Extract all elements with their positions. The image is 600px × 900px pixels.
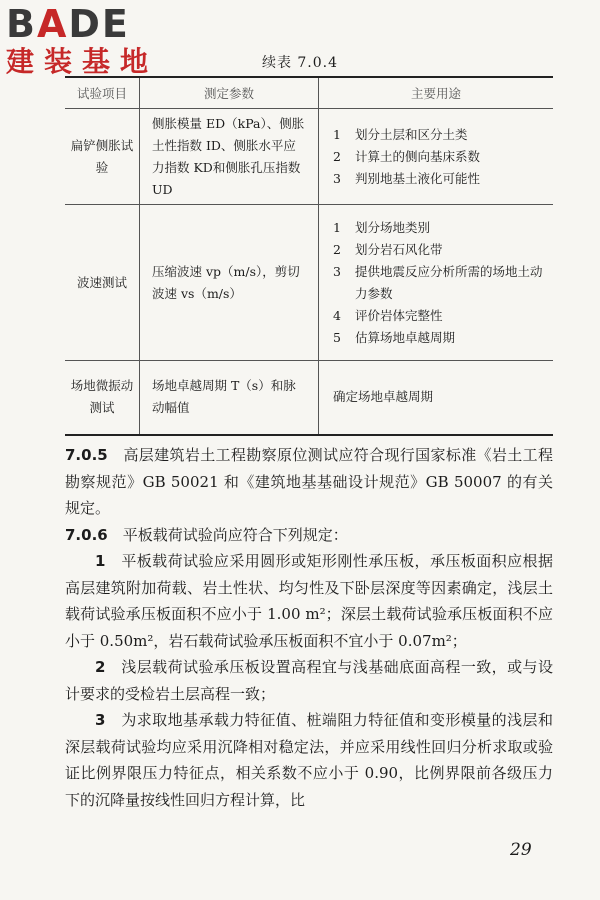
use-item: 2 划分岩石风化带: [333, 241, 443, 257]
use-item: 确定场地卓越周期: [333, 389, 434, 405]
row-params: 侧胀模量 ED（kPa）、侧胀土性指数 ID、侧胀水平应力指数 KD和侧胀孔压指数 UD: [140, 109, 319, 205]
use-item: 5 估算场地卓越周期: [333, 329, 456, 345]
row-item: 场地微振动测试: [65, 361, 140, 435]
row-params: 压缩波速 vp（m/s），剪切波速 vs（m/s）: [140, 205, 319, 361]
row-item: 波速测试: [65, 205, 140, 361]
header-item: 试验项目: [65, 77, 140, 109]
table-row: [65, 109, 553, 205]
table-row: [65, 361, 553, 435]
row-item: 扁铲侧胀试验: [65, 109, 140, 205]
table-header-row: [65, 77, 553, 109]
row-params: 场地卓越周期 T（s）和脉动幅值: [140, 361, 319, 435]
header-uses: 主要用途: [319, 77, 554, 109]
section-7-0-5: 7.0.5 高层建筑岩土工程勘察原位测试应符合现行国家标准《岩土工程勘察规范》GB 50021 和《建筑地基基础设计规范》GB 50007 的有关规定。: [65, 446, 553, 517]
row-uses: [319, 109, 554, 205]
use-item: 2 计算土的侧向基床系数: [333, 148, 481, 164]
use-item: 4 评价岩体完整性: [333, 307, 443, 323]
section-7-0-6: 7.0.6 平板载荷试验尚应符合下列规定：: [65, 525, 348, 544]
logo-main-text: BADE: [6, 2, 130, 46]
table-caption: 续表 7.0.4: [261, 55, 339, 71]
row-uses: [319, 205, 554, 361]
row-uses: [319, 361, 554, 435]
clause-1: 1 平板载荷试验应采用圆形或矩形刚性承压板，承压板面积应根据高层建筑附加荷载、岩土性状、均匀性及下卧层深度等因素确定，浅层土载荷试验承压板面积不应小于 1.00 m²；深层土载荷试验承压板面积不应小于 0.50m²，岩石载荷试验承压板面积不宜小于 0.07m²；: [65, 552, 553, 650]
body-text: [65, 442, 553, 813]
table-row: [65, 205, 553, 361]
logo-sub-text: 建装基地: [6, 45, 159, 78]
use-item: 3 判别地基土液化可能性: [333, 170, 481, 186]
test-table: [65, 76, 553, 436]
clause-3: 3 为求取地基承载力特征值、桩端阻力特征值和变形模量的浅层和深层载荷试验均应采用沉降相对稳定法，并应采用线性回归分析求取或验证比例界限压力特征点，相关系数不应小于 0.90，比例界限前各级压力下的沉降量按线性回归方程计算，比: [65, 711, 553, 809]
page-number: 29: [510, 840, 532, 860]
use-item: 1 划分场地类别: [333, 219, 431, 235]
use-item: 3 提供地震反应分析所需的场地土动力参数: [333, 263, 543, 301]
clause-2: 2 浅层载荷试验承压板设置高程宜与浅基础底面高程一致，或与设计要求的受检岩土层高程一致；: [65, 658, 553, 703]
header-params: 测定参数: [140, 77, 319, 109]
use-item: 1 划分土层和区分土类: [333, 126, 468, 142]
